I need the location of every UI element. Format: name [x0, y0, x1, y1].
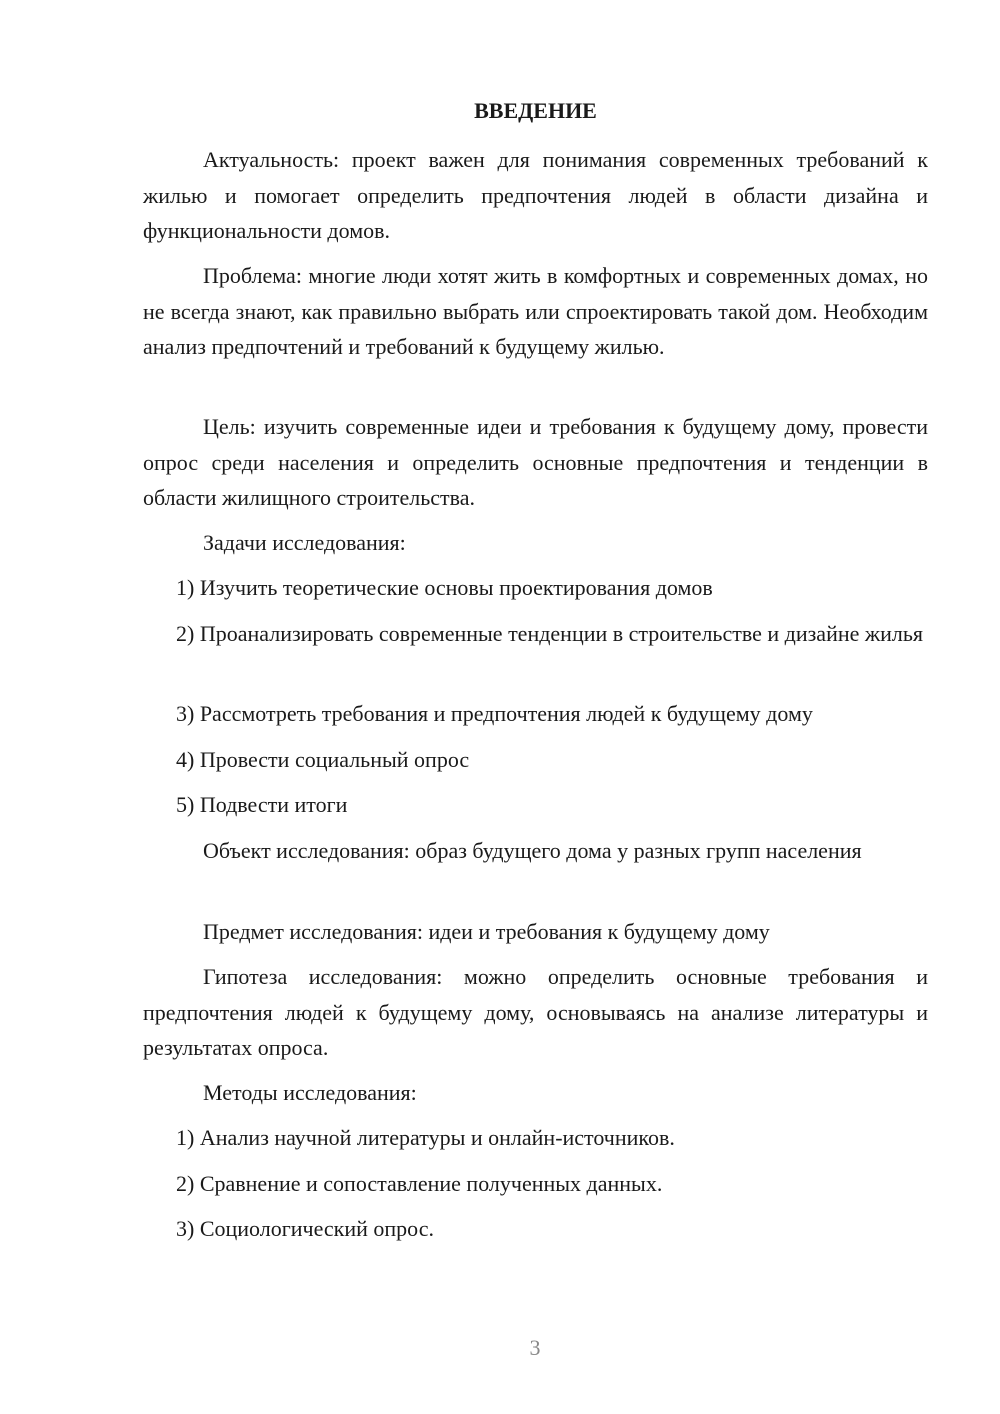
subject-paragraph: Предмет исследования: идеи и требования к будущему дому — [203, 919, 770, 944]
method-item-3: 3) Социологический опрос. — [176, 1216, 434, 1241]
tasks-heading: Задачи исследования: — [203, 530, 406, 555]
method-item-1: 1) Анализ научной литературы и онлайн-источников. — [176, 1125, 675, 1150]
relevance-paragraph: Актуальность: проект важен для понимания современных требований к жилью и помогает определить предпочтения людей в области дизайна и функциональности домов. — [143, 147, 928, 243]
methods-heading: Методы исследования: — [203, 1080, 417, 1105]
task-item-1: 1) Изучить теоретические основы проектирования домов — [176, 575, 713, 600]
task-item-2: 2) Проанализировать современные тенденции в строительстве и дизайне жилья — [176, 621, 923, 646]
method-item-2: 2) Сравнение и сопоставление полученных данных. — [176, 1171, 663, 1196]
task-item-5: 5) Подвести итоги — [176, 792, 348, 817]
hypothesis-paragraph: Гипотеза исследования: можно определить основные требования и предпочтения людей к будущему дому, основываясь на анализе литературы и результатах опроса. — [143, 964, 928, 1060]
problem-paragraph: Проблема: многие люди хотят жить в комфортных и современных домах, но не всегда знают, как правильно выбрать или спроектировать такой дом. Необходим анализ предпочтений и требований к будущему жилью. — [143, 263, 928, 359]
page-title: ВВЕДЕНИЕ — [474, 98, 597, 123]
task-item-4: 4) Провести социальный опрос — [176, 747, 470, 772]
object-paragraph: Объект исследования: образ будущего дома у разных групп населения — [203, 838, 862, 863]
page-number: 3 — [529, 1335, 541, 1360]
goal-paragraph: Цель: изучить современные идеи и требования к будущему дому, провести опрос среди населения и определить основные предпочтения и тенденции в области жилищного строительства. — [143, 414, 928, 510]
task-item-3: 3) Рассмотреть требования и предпочтения людей к будущему дому — [176, 701, 813, 726]
